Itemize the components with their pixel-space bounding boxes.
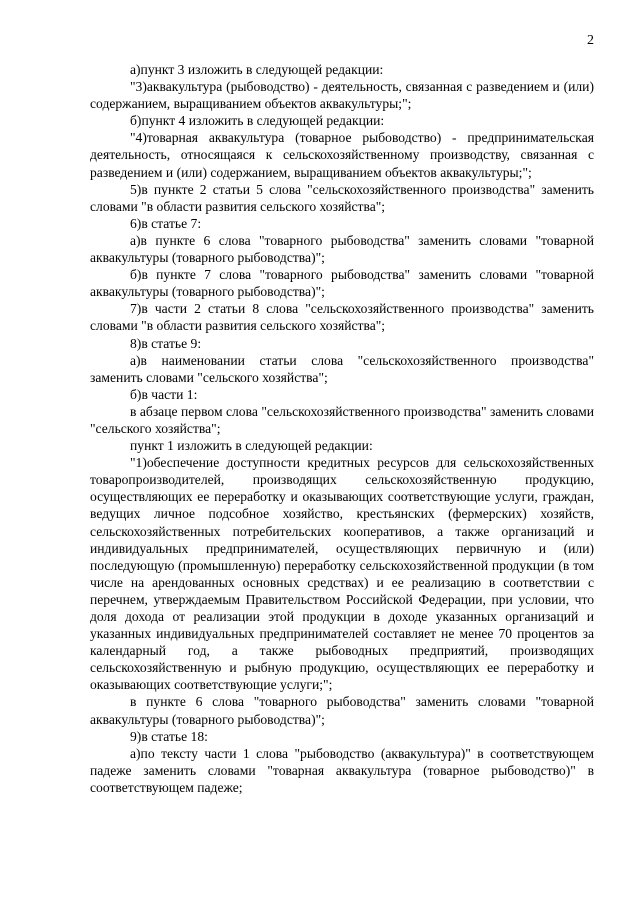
paragraph: б)пункт 4 изложить в следующей редакции: [130,113,385,129]
paragraph: в пункте 6 слова "товарного рыбоводства" заменить словами "товарной аквакультуры (товарного рыбоводства)"; [90,694,594,727]
page-number: 2 [587,33,594,48]
document-body [90,61,594,796]
paragraph: а)пункт 3 изложить в следующей редакции: [130,62,384,77]
paragraph: 7)в части 2 статьи 8 слова "сельскохозяйственного производства" заменить словами "в области развития сельского хозяйства"; [90,301,594,334]
paragraph: пункт 1 изложить в следующей редакции: [130,438,373,454]
paragraph: "3)аквакультура (рыбоводство) - деятельность, связанная с разведением и (или) содержанием, выращиванием объектов аквакультуры;"; [90,79,594,112]
paragraph: б)в пункте 7 слова "товарного рыбоводства" заменить словами "товарной аквакультуры (товарного рыбоводства)"; [90,267,594,300]
paragraph: а)по тексту части 1 слова "рыбоводство (аквакультура)" в соответствующем падеже заменить словами "товарная аквакультура (товарное рыбоводство)" в соответствующем падеже; [90,745,594,795]
paragraph: "4)товарная аквакультура (товарное рыбоводство) - предпринимательская деятельность, относящаяся к сельскохозяйственному производству, связанная с разведением и (или) содержанием, выращиванием объектов аквакультуры;"; [90,130,594,180]
paragraph: 8)в статье 9: [130,335,202,351]
paragraph: "1)обеспечение доступности кредитных ресурсов для сельскохозяйственных товаропроизводителей, производящих сельскохозяйственную продукцию, осуществляющих ее переработку и оказывающих соответствующие услуги, граждан, ведущих личное подсобное хозяйство, крестьянских (фермерских) хозяйств, сельскохозяйственных потребительских кооперативов, а также организаций и индивидуальных предпринимателей, осуществляющих первичную и (или) последующую (промышленную) переработку сельскохозяйственной продукции (в том числе на арендованных основных средствах) и ее реализацию в соответствии с перечнем, утверждаемым Правительством Российской Федерации, при условии, что доля дохода от реализации этой продукции в доходе указанных организаций и указанных индивидуальных предпринимателей составляет не менее 70 процентов за календарный год, а также рыбоводных предприятий, производящих сельскохозяйственную и рыбную продукцию, осуществляющих ее переработку и оказывающих соответствующие услуги;"; [90,455,594,693]
paragraph: 9)в статье 18: [130,728,208,744]
paragraph: 5)в пункте 2 статьи 5 слова "сельскохозяйственного производства" заменить словами "в области развития сельского хозяйства"; [90,181,594,214]
paragraph: а)в наименовании статьи слова "сельскохозяйственного производства" заменить словами "сельского хозяйства"; [90,352,594,385]
paragraph: в абзаце первом слова "сельскохозяйственного производства" заменить словами "сельского хозяйства"; [90,403,594,436]
paragraph: а)в пункте 6 слова "товарного рыбоводства" заменить словами "товарной аквакультуры (товарного рыбоводства)"; [90,232,594,266]
paragraph: 6)в статье 7: [130,215,202,231]
paragraph: б)в части 1: [130,386,198,402]
